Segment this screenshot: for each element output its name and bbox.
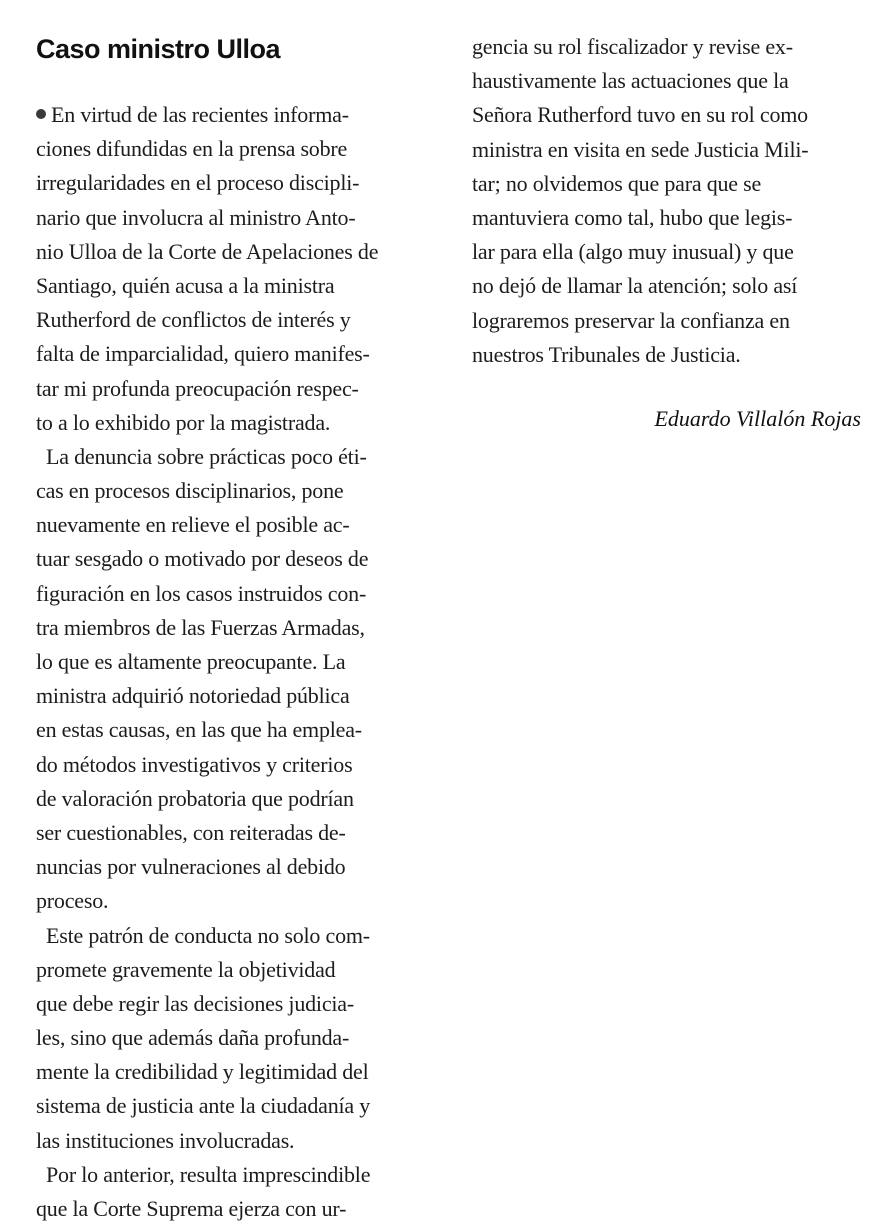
text-line: las instituciones involucradas. — [36, 1127, 295, 1153]
text-line: promete gravemente la objetividad — [36, 956, 336, 982]
text-line: no dejó de llamar la atención; solo así — [472, 273, 798, 299]
bullet-icon — [36, 109, 46, 119]
text-line: nuestros Tribunales de Justicia. — [472, 341, 741, 367]
text-line: de valoración probatoria que podrían — [36, 785, 354, 811]
text-line: La denuncia sobre prácticas poco éti- — [46, 443, 367, 469]
text-line: tar; no olvidemos que para que se — [472, 170, 762, 196]
text-line: nario que involucra al ministro Anto- — [36, 204, 356, 230]
text-line: figuración en los casos instruidos con- — [36, 580, 367, 606]
text-line: Por lo anterior, resulta imprescindible — [46, 1161, 371, 1187]
text-line: en estas causas, en las que ha emplea- — [36, 717, 362, 743]
text-line: ministra adquirió notoriedad pública — [36, 683, 350, 709]
text-line: que debe regir las decisiones judicia- — [36, 990, 354, 1016]
text-line: lar para ella (algo muy inusual) y que — [472, 239, 794, 265]
text-line: ciones difundidas en la prensa sobre — [36, 136, 348, 162]
author-signature: Eduardo Villalón Rojas — [654, 406, 861, 431]
text-line: mente la credibilidad y legitimidad del — [36, 1059, 369, 1085]
text-line: mantuviera como tal, hubo que legis- — [472, 204, 793, 230]
text-line: Señora Rutherford tuvo en su rol como — [472, 102, 808, 128]
text-line: Santiago, quién acusa a la ministra — [36, 272, 335, 298]
text-line: irregularidades en el proceso discipli- — [36, 170, 360, 196]
text-line: haustivamente las actuaciones que la — [472, 68, 789, 94]
text-line: ser cuestionables, con reiteradas de- — [36, 819, 346, 845]
text-line: Rutherford de conflictos de interés y — [36, 307, 351, 333]
text-line: cas en procesos disciplinarios, pone — [36, 478, 344, 504]
left-column-text — [36, 98, 440, 1226]
text-line: En virtud de las recientes informa- — [36, 98, 440, 132]
text-line: to a lo exhibido por la magistrada. — [36, 409, 331, 435]
text-line: les, sino que además daña profunda- — [36, 1025, 350, 1051]
text-line: do métodos investigativos y criterios — [36, 751, 353, 777]
text-line: tuar sesgado o motivado por deseos de — [36, 546, 369, 572]
text-line: falta de imparcialidad, quiero manifes- — [36, 341, 370, 367]
text-line: nio Ulloa de la Corte de Apelaciones de — [36, 238, 379, 264]
text-line: Este patrón de conducta no solo com- — [46, 922, 370, 948]
text-line: sistema de justicia ante la ciudadanía y — [36, 1093, 371, 1119]
text-line: nuevamente en relieve el posible ac- — [36, 512, 350, 538]
text-line: lograremos preservar la confianza en — [472, 307, 790, 333]
text-line: nuncias por vulneraciones al debido — [36, 854, 346, 880]
text-line: lo que es altamente preocupante. La — [36, 649, 346, 674]
text-line: tar mi profunda preocupación respec- — [36, 375, 359, 401]
text-line: ministra en visita en sede Justicia Mili- — [472, 136, 809, 162]
text-line: proceso. — [36, 888, 109, 914]
text-line: tra miembros de las Fuerzas Armadas, — [36, 614, 365, 640]
right-column — [472, 0, 877, 431]
right-column-text — [472, 30, 877, 372]
left-column — [36, 0, 440, 1226]
text-line: gencia su rol fiscalizador y revise ex- — [472, 34, 793, 59]
text-line: que la Corte Suprema ejerza con ur- — [36, 1196, 347, 1221]
headline: Caso ministro Ulloa — [36, 34, 281, 64]
